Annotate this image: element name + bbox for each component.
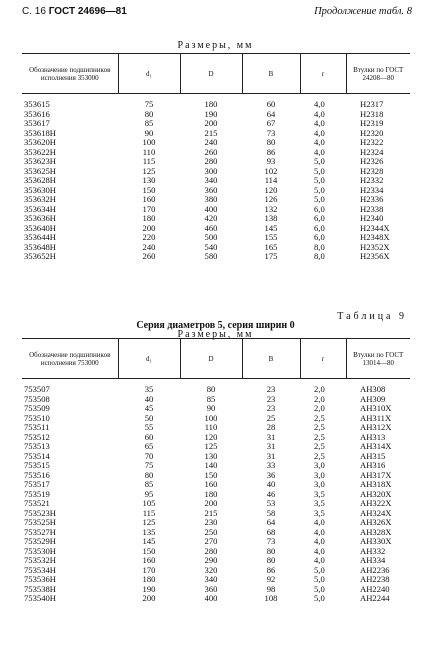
table-cell: 753519 bbox=[24, 488, 50, 499]
table-cell: H2324 bbox=[360, 146, 384, 157]
table-cell: 400 bbox=[204, 593, 218, 603]
table-cell: H2332 bbox=[360, 175, 384, 185]
table8-col-r: r bbox=[300, 54, 346, 94]
table-cell: 85 bbox=[144, 118, 154, 128]
table-cell: 220 bbox=[142, 232, 156, 242]
table-cell: 353617 bbox=[24, 118, 50, 128]
page-header bbox=[22, 6, 412, 20]
table-row bbox=[22, 379, 410, 395]
table-cell: 120 bbox=[204, 431, 218, 442]
table-cell: 353618H bbox=[24, 127, 56, 138]
table-cell: 90 bbox=[206, 403, 216, 413]
table-cell: H2336 bbox=[360, 194, 384, 204]
table-cell: 360 bbox=[204, 583, 218, 594]
table-cell: 28 bbox=[266, 422, 276, 432]
table-cell: 110 bbox=[204, 422, 218, 432]
table-cell: H2326 bbox=[360, 156, 384, 166]
table-cell: H2319 bbox=[360, 118, 384, 128]
table-cell: 100 bbox=[204, 412, 218, 423]
table-cell: 380 bbox=[204, 194, 218, 204]
table-cell: 753511 bbox=[24, 422, 50, 432]
table-9 bbox=[22, 338, 410, 604]
table-cell: 200 bbox=[142, 593, 156, 603]
table-cell: 115 bbox=[142, 507, 156, 518]
table-cell: 300 bbox=[204, 165, 218, 176]
table-cell: 753512 bbox=[24, 431, 50, 442]
table-cell: 125 bbox=[204, 441, 218, 451]
table-cell: 98 bbox=[266, 583, 276, 594]
table-cell: 5,0 bbox=[314, 564, 325, 575]
table-cell: 145 bbox=[142, 536, 156, 546]
table-cell: AH311X bbox=[360, 412, 392, 423]
table-cell: 120 bbox=[264, 184, 278, 195]
continuation-label: Продолжение табл. 8 bbox=[314, 6, 412, 17]
table-cell: 60 bbox=[144, 431, 154, 442]
table-cell: 80 bbox=[266, 545, 276, 556]
table-cell: 36 bbox=[266, 469, 276, 480]
table-cell: 90 bbox=[144, 127, 154, 138]
table-cell: AH312X bbox=[360, 422, 392, 432]
table-cell: 102 bbox=[264, 165, 278, 176]
table-cell: 5,0 bbox=[314, 194, 325, 204]
table-cell: 3,0 bbox=[314, 479, 325, 489]
table-cell: 753513 bbox=[24, 441, 50, 451]
table-cell: 340 bbox=[204, 175, 218, 185]
table-cell: 100 bbox=[142, 137, 156, 147]
table-cell: 260 bbox=[204, 146, 218, 157]
table-cell: 270 bbox=[204, 536, 218, 546]
table-cell: 80 bbox=[266, 137, 276, 147]
table-cell: 353620H bbox=[24, 137, 56, 147]
table-cell: AH320X bbox=[360, 488, 392, 499]
table9-col-B: B bbox=[242, 339, 300, 379]
table-cell: 360 bbox=[204, 184, 218, 195]
table-cell: AH2238 bbox=[360, 574, 390, 584]
table-cell: 60 bbox=[266, 99, 276, 109]
table-cell: 4,0 bbox=[314, 99, 325, 109]
table-cell: AH2244 bbox=[360, 593, 390, 603]
table-cell: 73 bbox=[266, 127, 276, 138]
table-cell: 5,0 bbox=[314, 156, 325, 166]
table-cell: H2322 bbox=[360, 137, 384, 147]
table-cell: 33 bbox=[266, 460, 276, 470]
table-row bbox=[22, 94, 410, 110]
table-cell: 3,5 bbox=[314, 498, 325, 508]
table-cell: 353632H bbox=[24, 194, 56, 204]
table-cell: 290 bbox=[204, 555, 218, 565]
table-cell: H2340 bbox=[360, 213, 384, 223]
table-cell: 155 bbox=[264, 232, 278, 242]
table-cell: AH334 bbox=[360, 555, 386, 565]
table-cell: 6,0 bbox=[314, 232, 325, 242]
table-cell: 4,0 bbox=[314, 137, 325, 147]
table-cell: 31 bbox=[266, 431, 276, 442]
table-cell: 130 bbox=[204, 450, 218, 461]
table-cell: 353634H bbox=[24, 203, 56, 214]
table-cell: 23 bbox=[266, 384, 276, 394]
table-cell: 753516 bbox=[24, 469, 50, 480]
table8-col-D: D bbox=[180, 54, 242, 94]
table-cell: 4,0 bbox=[314, 108, 325, 119]
page-number: С. 16 bbox=[22, 6, 46, 17]
table-cell: AH324X bbox=[360, 507, 392, 518]
table9-col-designation: Обозначение подшипников исполнения 753000 bbox=[22, 339, 118, 379]
table-cell: 45 bbox=[144, 403, 154, 413]
table-cell: 230 bbox=[204, 517, 218, 527]
table9-col-sleeve: Втулки по ГОСТ 13014—80 bbox=[346, 339, 410, 379]
table-cell: AH308 bbox=[360, 384, 386, 394]
table-cell: 353648H bbox=[24, 241, 56, 252]
table-cell: 2,5 bbox=[314, 412, 325, 423]
table-cell: 75 bbox=[144, 460, 154, 470]
page-number-and-standard bbox=[22, 6, 127, 17]
table9-col-r: r bbox=[300, 339, 346, 379]
table-cell: 3,5 bbox=[314, 507, 325, 518]
table-cell: 5,0 bbox=[314, 184, 325, 195]
table-cell: 180 bbox=[204, 99, 218, 109]
table-cell: 180 bbox=[142, 574, 156, 584]
table-cell: 40 bbox=[266, 479, 276, 489]
table-cell: 353622H bbox=[24, 146, 56, 157]
table-cell: 86 bbox=[266, 146, 276, 157]
table-cell: 126 bbox=[264, 194, 278, 204]
table-cell: 4,0 bbox=[314, 517, 325, 527]
table-cell: 540 bbox=[204, 241, 218, 252]
table-cell: 80 bbox=[144, 108, 154, 119]
table-cell: 6,0 bbox=[314, 203, 325, 214]
table-cell: 165 bbox=[264, 241, 278, 252]
table-cell: 753538H bbox=[24, 583, 56, 594]
table-cell: 65 bbox=[144, 441, 154, 451]
table-cell: AH330X bbox=[360, 536, 392, 546]
table-cell: 580 bbox=[204, 251, 218, 261]
table-cell: 93 bbox=[266, 156, 276, 166]
table-cell: 2,5 bbox=[314, 450, 325, 461]
table-cell: 85 bbox=[206, 393, 216, 404]
table-row bbox=[22, 594, 410, 604]
table-cell: 80 bbox=[206, 384, 216, 394]
table-cell: 95 bbox=[144, 488, 154, 499]
table-cell: 753523H bbox=[24, 507, 56, 518]
table-cell: 353623H bbox=[24, 156, 56, 166]
table-cell: 140 bbox=[204, 460, 218, 470]
table-cell: 320 bbox=[204, 564, 218, 575]
table8-header-row bbox=[22, 54, 410, 94]
table-cell: 150 bbox=[204, 469, 218, 480]
table9-series-title: Серия диаметров 5, серия ширин 0 bbox=[136, 320, 295, 331]
table-cell: 4,0 bbox=[314, 146, 325, 157]
table-cell: 753517 bbox=[24, 479, 50, 489]
table-cell: H2320 bbox=[360, 127, 384, 138]
table-cell: 25 bbox=[266, 412, 276, 423]
table9-col-D: D bbox=[180, 339, 242, 379]
table9-units-title: Размеры, мм bbox=[177, 329, 254, 340]
table-cell: 3,0 bbox=[314, 460, 325, 470]
table-cell: 2,0 bbox=[314, 393, 325, 404]
table-cell: 8,0 bbox=[314, 241, 325, 252]
table-cell: 753527H bbox=[24, 526, 56, 537]
table-cell: 215 bbox=[204, 127, 218, 138]
table-cell: AH316 bbox=[360, 460, 386, 470]
table-cell: 200 bbox=[204, 118, 218, 128]
table-cell: 150 bbox=[142, 545, 156, 556]
table-cell: 2,0 bbox=[314, 384, 325, 394]
table-cell: 2,5 bbox=[314, 441, 325, 451]
table-cell: 23 bbox=[266, 403, 276, 413]
table-cell: 353615 bbox=[24, 99, 50, 109]
table-cell: 353616 bbox=[24, 108, 50, 119]
table-cell: 280 bbox=[204, 545, 218, 556]
table-cell: 175 bbox=[264, 251, 278, 261]
table9-header-row bbox=[22, 339, 410, 379]
table-cell: AH317X bbox=[360, 469, 392, 480]
table-cell: 31 bbox=[266, 450, 276, 461]
table-cell: AH2236 bbox=[360, 564, 390, 575]
table-cell: 180 bbox=[204, 488, 218, 499]
table-cell: 260 bbox=[142, 251, 156, 261]
table-cell: H2356X bbox=[360, 251, 390, 261]
table-cell: 353652H bbox=[24, 251, 56, 261]
table-cell: 4,0 bbox=[314, 526, 325, 537]
table-cell: 353625H bbox=[24, 165, 56, 176]
table-cell: 190 bbox=[142, 583, 156, 594]
table-cell: 2,5 bbox=[314, 431, 325, 442]
table-cell: 240 bbox=[204, 137, 218, 147]
table-cell: 50 bbox=[144, 412, 154, 423]
table9-col-d1: d₁ bbox=[118, 339, 180, 379]
table-cell: 92 bbox=[266, 574, 276, 584]
table-cell: AH313 bbox=[360, 431, 386, 442]
table-cell: 340 bbox=[204, 574, 218, 584]
table-cell: 5,0 bbox=[314, 165, 325, 176]
table-8 bbox=[22, 53, 410, 262]
table-cell: 114 bbox=[264, 175, 278, 185]
table-cell: 753536H bbox=[24, 574, 56, 584]
table-cell: 40 bbox=[144, 393, 154, 404]
table-cell: 753507 bbox=[24, 384, 50, 394]
table-cell: 5,0 bbox=[314, 574, 325, 584]
table-cell: 353630H bbox=[24, 184, 56, 195]
table-cell: 138 bbox=[264, 213, 278, 223]
table-cell: H2352X bbox=[360, 241, 390, 252]
standard-number: ГОСТ 24696—81 bbox=[48, 6, 127, 17]
table-cell: 150 bbox=[142, 184, 156, 195]
table-cell: 753521 bbox=[24, 498, 50, 508]
table-cell: 31 bbox=[266, 441, 276, 451]
table-cell: 753540H bbox=[24, 593, 56, 603]
table-cell: 200 bbox=[204, 498, 218, 508]
table-cell: H2317 bbox=[360, 99, 384, 109]
table-cell: 753514 bbox=[24, 450, 50, 461]
table-cell: H2344X bbox=[360, 222, 390, 233]
table-cell: AH315 bbox=[360, 450, 386, 461]
table-cell: 6,0 bbox=[314, 213, 325, 223]
table-cell: 132 bbox=[264, 203, 278, 214]
table-cell: H2318 bbox=[360, 108, 384, 119]
table-cell: 108 bbox=[264, 593, 278, 603]
table-cell: 4,0 bbox=[314, 536, 325, 546]
table-cell: 160 bbox=[204, 479, 218, 489]
table-row bbox=[22, 395, 410, 405]
table-cell: AH2240 bbox=[360, 583, 390, 594]
table-cell: 170 bbox=[142, 564, 156, 575]
table-cell: AH328X bbox=[360, 526, 392, 537]
table-cell: 5,0 bbox=[314, 583, 325, 594]
table-cell: 75 bbox=[144, 99, 154, 109]
table-cell: 5,0 bbox=[314, 593, 325, 603]
table-cell: 753532H bbox=[24, 555, 56, 565]
table-cell: H2328 bbox=[360, 165, 384, 176]
table-cell: 753534H bbox=[24, 564, 56, 575]
table-cell: 753508 bbox=[24, 393, 50, 404]
table-cell: 6,0 bbox=[314, 222, 325, 233]
table8-units-title: Размеры, мм bbox=[177, 40, 254, 51]
table-cell: 3,0 bbox=[314, 469, 325, 480]
table-cell: 85 bbox=[144, 479, 154, 489]
table-row bbox=[22, 252, 410, 262]
table-cell: 500 bbox=[204, 232, 218, 242]
table-cell: 23 bbox=[266, 393, 276, 404]
table-cell: 35 bbox=[144, 384, 154, 394]
table-cell: 105 bbox=[142, 498, 156, 508]
table-cell: 58 bbox=[266, 507, 276, 518]
table-cell: AH314X bbox=[360, 441, 392, 451]
table8-col-B: B bbox=[242, 54, 300, 94]
table-cell: 170 bbox=[142, 203, 156, 214]
table-cell: 753515 bbox=[24, 460, 50, 470]
table-cell: 130 bbox=[142, 175, 156, 185]
table-cell: 68 bbox=[266, 526, 276, 537]
table-cell: AH332 bbox=[360, 545, 386, 556]
table-cell: 46 bbox=[266, 488, 276, 499]
table-cell: 125 bbox=[142, 165, 156, 176]
table-cell: 460 bbox=[204, 222, 218, 233]
table-cell: 70 bbox=[144, 450, 154, 461]
table-cell: 753525H bbox=[24, 517, 56, 527]
table-cell: 753510 bbox=[24, 412, 50, 423]
table-cell: 215 bbox=[204, 507, 218, 518]
table-cell: 64 bbox=[266, 517, 276, 527]
table-cell: 145 bbox=[264, 222, 278, 233]
table-cell: 353636H bbox=[24, 213, 56, 223]
table-cell: 55 bbox=[144, 422, 154, 432]
table-cell: H2334 bbox=[360, 184, 384, 195]
table-cell: 180 bbox=[142, 213, 156, 223]
table-cell: 67 bbox=[266, 118, 276, 128]
table-cell: 160 bbox=[142, 194, 156, 204]
table-cell: H2348X bbox=[360, 232, 390, 242]
table-cell: AH309 bbox=[360, 393, 386, 404]
table-cell: 250 bbox=[204, 526, 218, 537]
table-cell: 125 bbox=[142, 517, 156, 527]
table-cell: 53 bbox=[266, 498, 276, 508]
table-cell: 353640H bbox=[24, 222, 56, 233]
table-cell: 115 bbox=[142, 156, 156, 166]
table-cell: 4,0 bbox=[314, 555, 325, 565]
table9-body bbox=[22, 379, 410, 604]
table8-col-designation: Обозначение подшипников исполнения 353000 bbox=[22, 54, 118, 94]
table-cell: 280 bbox=[204, 156, 218, 166]
table-cell: 753529H bbox=[24, 536, 56, 546]
table-cell: 3,5 bbox=[314, 488, 325, 499]
table-cell: AH326X bbox=[360, 517, 392, 527]
table-cell: 200 bbox=[142, 222, 156, 233]
table-cell: 64 bbox=[266, 108, 276, 119]
table-cell: AH322X bbox=[360, 498, 392, 508]
table-cell: H2338 bbox=[360, 203, 384, 214]
table-cell: 73 bbox=[266, 536, 276, 546]
table-cell: 86 bbox=[266, 564, 276, 575]
table8-body bbox=[22, 94, 410, 262]
table-cell: 420 bbox=[204, 213, 218, 223]
table-cell: AH310X bbox=[360, 403, 392, 413]
table-cell: 8,0 bbox=[314, 251, 325, 261]
table-cell: 2,5 bbox=[314, 422, 325, 432]
table8-col-sleeve: Втулки по ГОСТ 24208—80 bbox=[346, 54, 410, 94]
table-cell: AH318X bbox=[360, 479, 392, 489]
table-cell: 2,0 bbox=[314, 403, 325, 413]
table-cell: 240 bbox=[142, 241, 156, 252]
table9-label: Таблица 9 bbox=[337, 311, 407, 322]
table-cell: 353628H bbox=[24, 175, 56, 185]
table-cell: 135 bbox=[142, 526, 156, 537]
table8-col-d1: d₁ bbox=[118, 54, 180, 94]
table-cell: 4,0 bbox=[314, 127, 325, 138]
table-cell: 160 bbox=[142, 555, 156, 565]
table-cell: 353644H bbox=[24, 232, 56, 242]
table-cell: 80 bbox=[144, 469, 154, 480]
table-cell: 4,0 bbox=[314, 545, 325, 556]
table-cell: 753530H bbox=[24, 545, 56, 556]
table-cell: 80 bbox=[266, 555, 276, 565]
table-cell: 190 bbox=[204, 108, 218, 119]
table-cell: 110 bbox=[142, 146, 156, 157]
table-cell: 400 bbox=[204, 203, 218, 214]
table-cell: 753509 bbox=[24, 403, 50, 413]
table-cell: 5,0 bbox=[314, 175, 325, 185]
table-cell: 4,0 bbox=[314, 118, 325, 128]
